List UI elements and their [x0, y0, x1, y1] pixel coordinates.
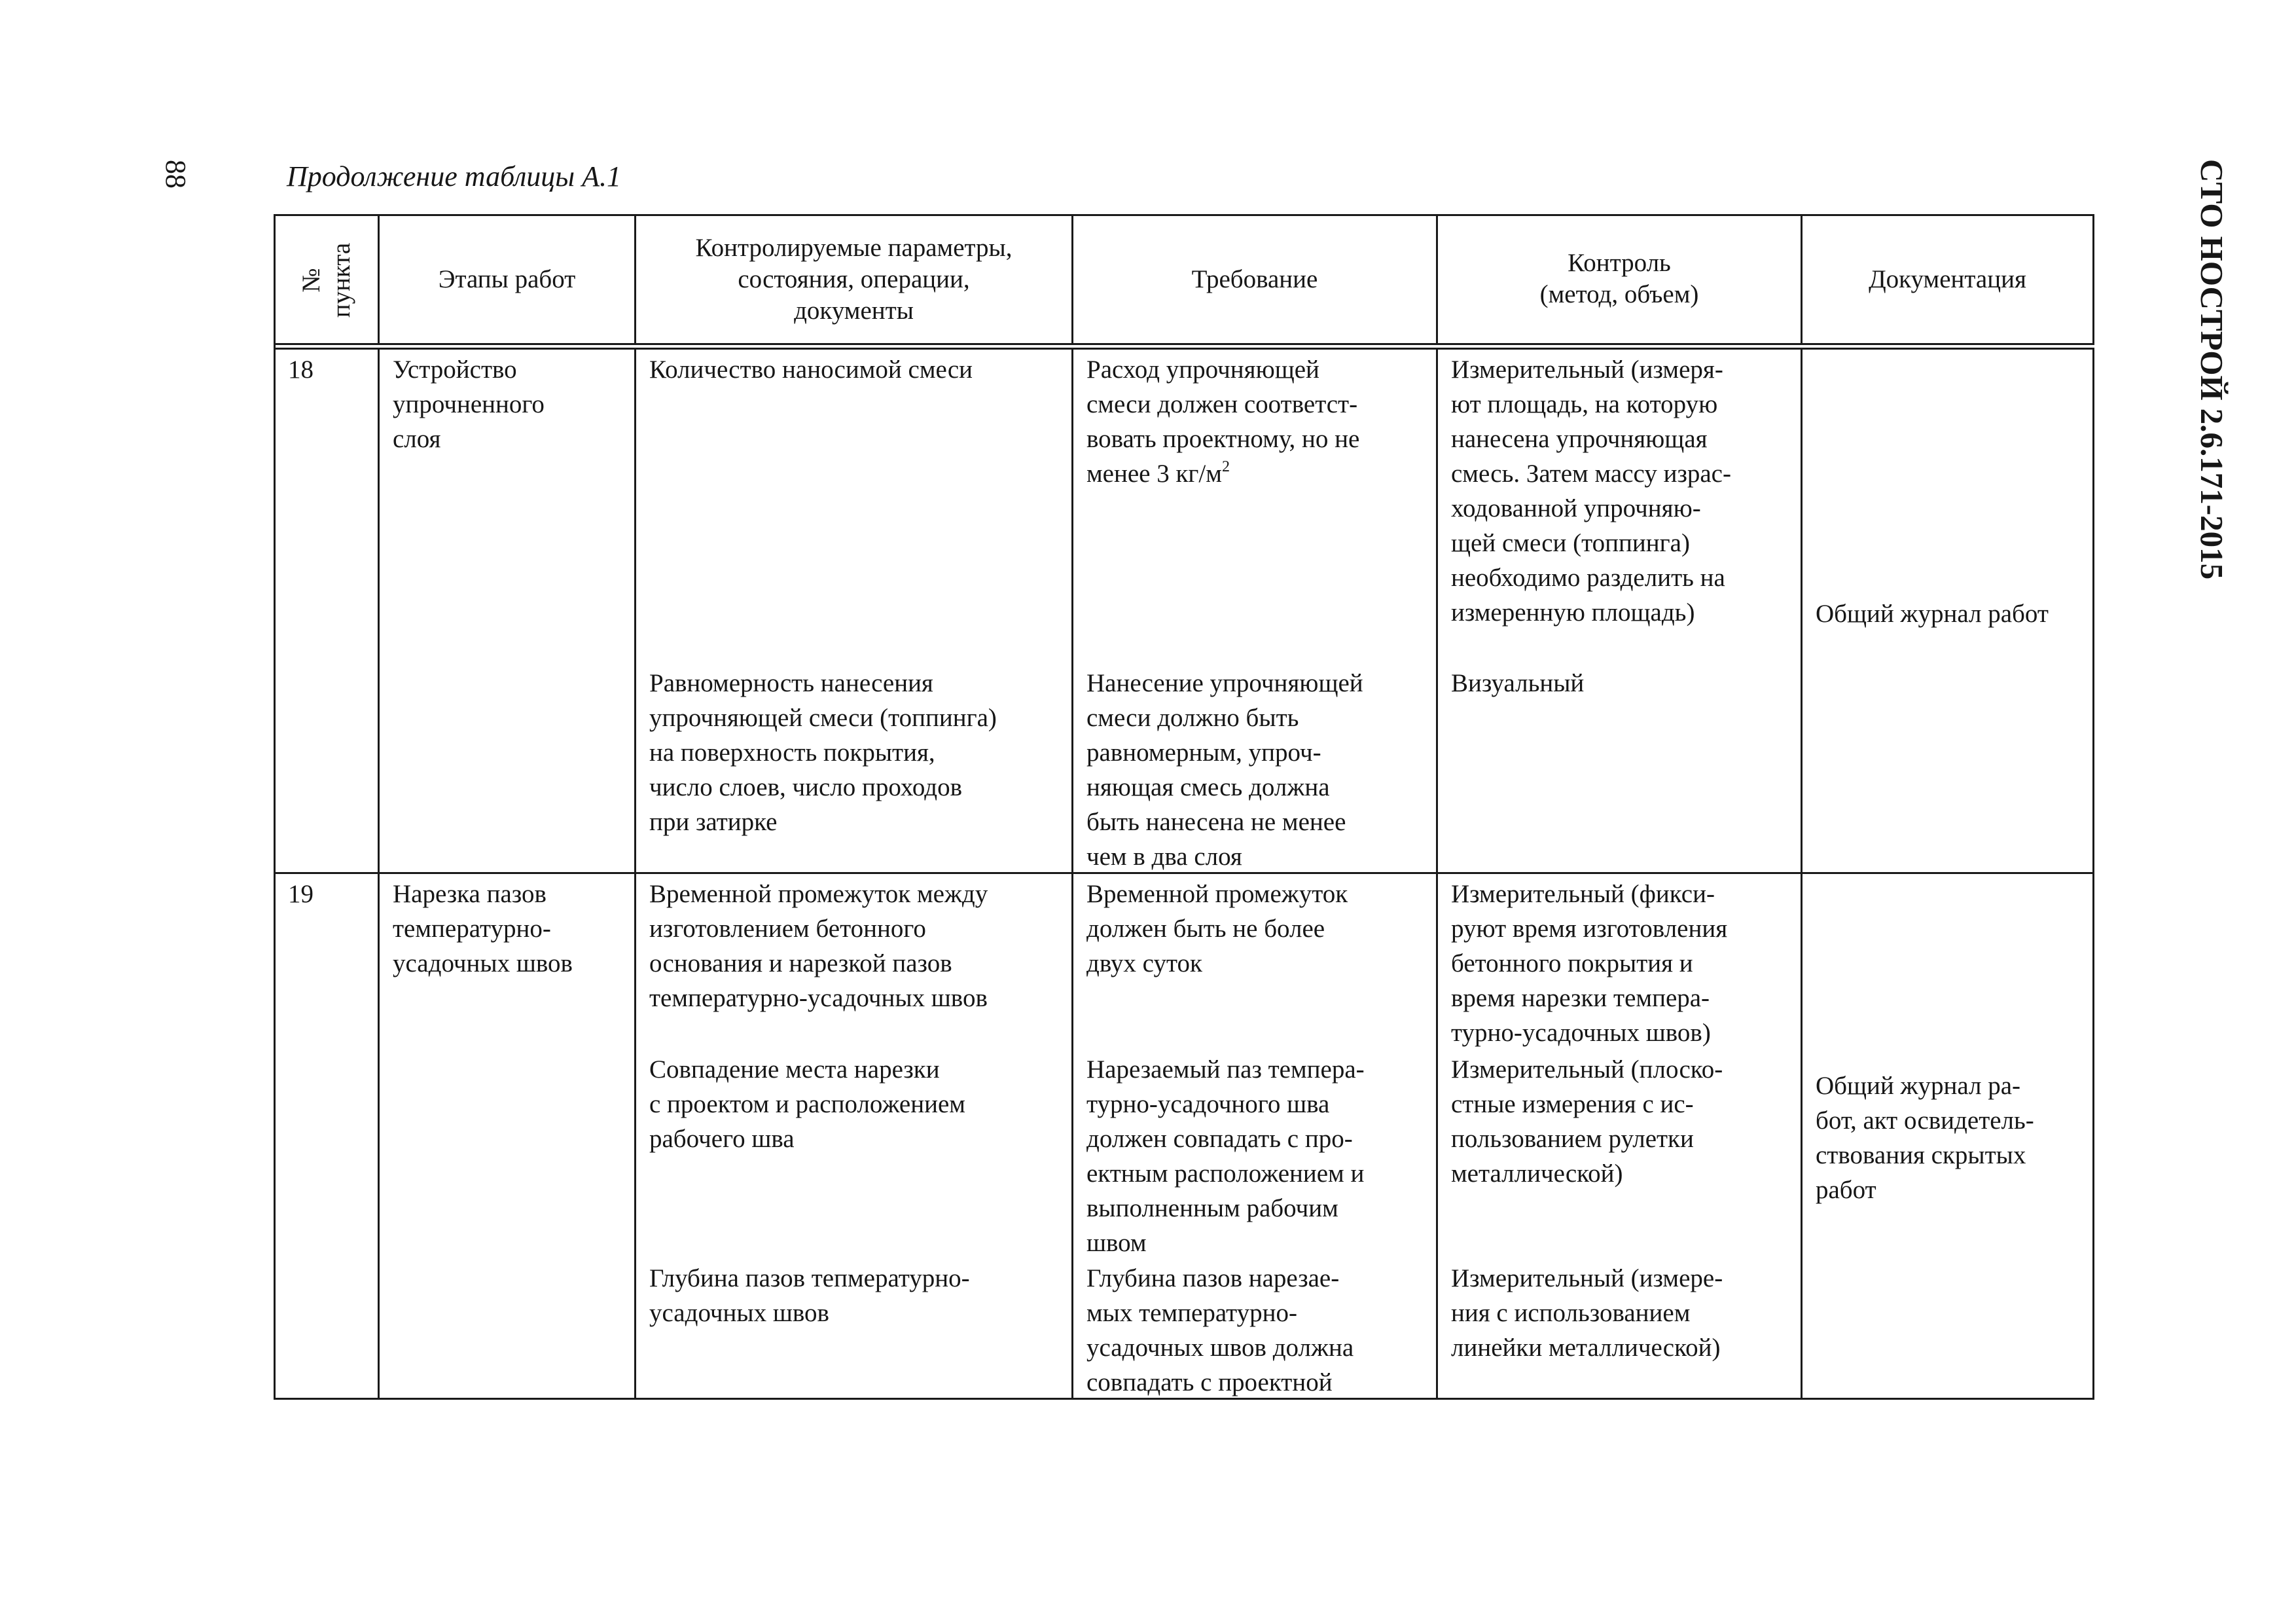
row-18-param-1: Количество наносимой смеси	[649, 356, 973, 384]
row-19-param-1: Временной промежуток между изготовлением бетонного основания и нарезкой пазов температурно-усадочных швов	[649, 880, 988, 1012]
row-19-control-2: Измерительный (плоско- стные измерения с ис- пользованием рулетки металлической)	[1451, 1055, 1723, 1188]
header-control-label: Контроль (метод, объем)	[1539, 249, 1699, 308]
row-19-req-3: Глубина пазов нарезае- мых температурно- усадочных швов должна совпадать с проектной	[1086, 1264, 1354, 1396]
row-19-stage: Нарезка пазов температурно- усадочных швов	[393, 880, 573, 977]
row-18-control-2: Визуальный	[1451, 669, 1585, 697]
row-18-docs: Общий журнал работ	[1816, 600, 2049, 628]
row-18-num-cell	[274, 348, 380, 874]
row-18-req-1	[1086, 352, 1359, 491]
row-19-param-3: Глубина пазов тепмературно- усадочных швов	[649, 1264, 970, 1327]
page-number: 88	[160, 160, 192, 189]
header-docs-label: Документация	[1869, 265, 2026, 293]
row-19-control-1: Измерительный (фикси- руют время изготовления бетонного покрытия и время нарезки темпера- турно-усадочных швов)	[1451, 880, 1728, 1047]
row-18-control-1: Измерительный (измеря- ют площадь, на которую нанесена упрочняющая смесь. Затем массу израс- ходованной упрочняю- щей смеси (топпинга) необходимо разделить на измеренную площадь)	[1451, 356, 1731, 627]
row-18-req-2: Нанесение упрочняющей смеси должно быть равномерным, упроч- няющая смесь должна быть нанесена не менее чем в два слоя	[1086, 669, 1363, 871]
header-stage-label: Этапы работ	[438, 265, 576, 293]
table-caption: Продолжение таблицы А.1	[287, 160, 621, 192]
header-params-label: Контролируемые параметры, состояния, операции, документы	[695, 234, 1013, 325]
row-19-req-1: Временной промежуток должен быть не более двух суток	[1086, 880, 1348, 977]
row-19-req-2: Нарезаемый паз темпера- турно-усадочного шва должен совпадать с про- ектным расположением и выполненным рабочим швом	[1086, 1055, 1365, 1257]
row-18-param-2: Равномерность нанесения упрочняющей смеси (топпинга) на поверхность покрытия, число слоев, число проходов при затирке	[649, 669, 997, 836]
row-18-stage: Устройство упрочненного слоя	[393, 356, 545, 453]
row-19-docs: Общий журнал ра- бот, акт освидетель- ствования скрытых работ	[1816, 1072, 2034, 1204]
row-18-number: 18	[288, 356, 314, 384]
row-19-number: 19	[288, 880, 314, 908]
row-18-req-1-sup: 2	[1221, 458, 1230, 475]
row-19-param-2: Совпадение места нарезки с проектом и расположением рабочего шва	[649, 1055, 965, 1153]
document-code: СТО НОСТРОЙ 2.6.171-2015	[2194, 159, 2230, 580]
row-19-num-cell	[274, 872, 380, 1400]
header-req-label: Требование	[1191, 265, 1318, 293]
row-19-control-3: Измерительный (измере- ния с использованием линейки металлической)	[1451, 1264, 1723, 1362]
header-num-label: № пункта	[297, 242, 355, 318]
row-18-req-1-text: Расход упрочняющей смеси должен соответст- вовать проектному, но не менее 3 кг/м	[1086, 356, 1360, 488]
